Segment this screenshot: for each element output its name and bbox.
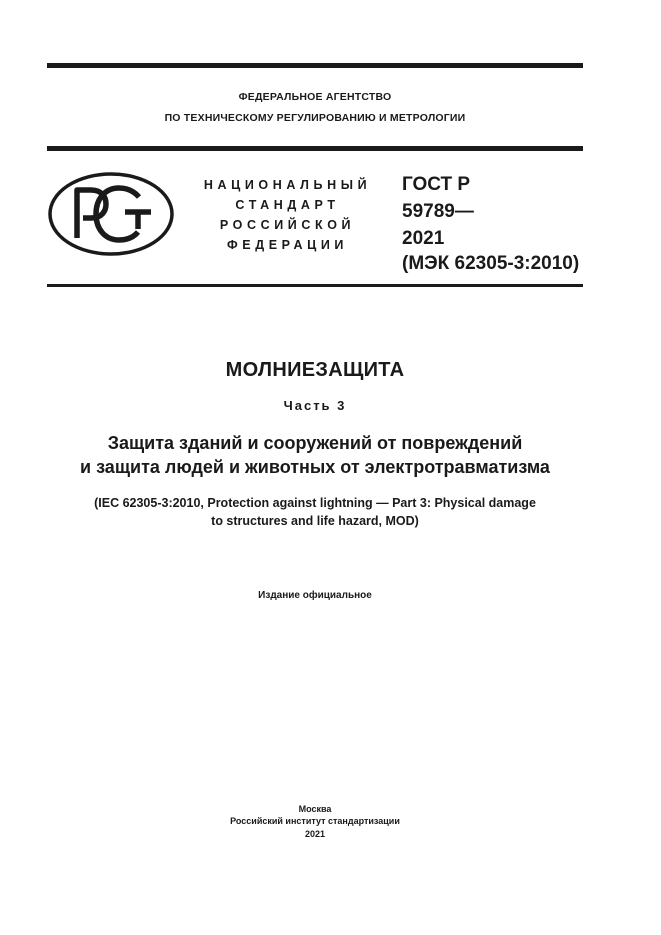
designation-line-1: ГОСТ Р [402, 174, 471, 195]
rst-conformity-mark-icon [47, 171, 175, 257]
agency-line-2: ПО ТЕХНИЧЕСКОМУ РЕГУЛИРОВАНИЮ И МЕТРОЛОГИИ [164, 112, 466, 124]
standard-type-line-1: НАЦИОНАЛЬНЫЙ [203, 178, 372, 192]
original-title-line-2: to structures and life hazard, MOD) [211, 514, 419, 528]
header-rule [47, 146, 583, 151]
standard-type-line-3: РОССИЙСКОЙ [219, 218, 356, 232]
agency-line-1: ФЕДЕРАЛЬНОЕ АГЕНТСТВО [238, 91, 392, 103]
designation-line-2: 59789— [402, 201, 474, 222]
edition-label: Издание официальное [258, 590, 372, 601]
footer-year: 2021 [304, 829, 326, 839]
original-title-line-1: (IEC 62305-3:2010, Protection against lightning — Part 3: Physical damage [94, 496, 536, 510]
top-rule [47, 63, 583, 68]
subtitle-line-1: Защита зданий и сооружений от повреждений [107, 433, 523, 453]
designation-line-4: (МЭК 62305-3:2010) [402, 253, 580, 274]
standard-type-line-4: ФЕДЕРАЦИИ [226, 238, 348, 252]
designation-rule [47, 284, 583, 287]
designation-line-3: 2021 [402, 228, 445, 249]
part-label: Часть 3 [283, 398, 347, 413]
footer-city: Москва [298, 804, 332, 814]
subtitle-line-2: и защита людей и животных от электротравматизма [80, 457, 550, 477]
standard-type-line-2: СТАНДАРТ [235, 198, 340, 212]
footer-publisher: Российский институт стандартизации [230, 816, 400, 826]
document-title: МОЛНИЕЗАЩИТА [225, 359, 405, 381]
